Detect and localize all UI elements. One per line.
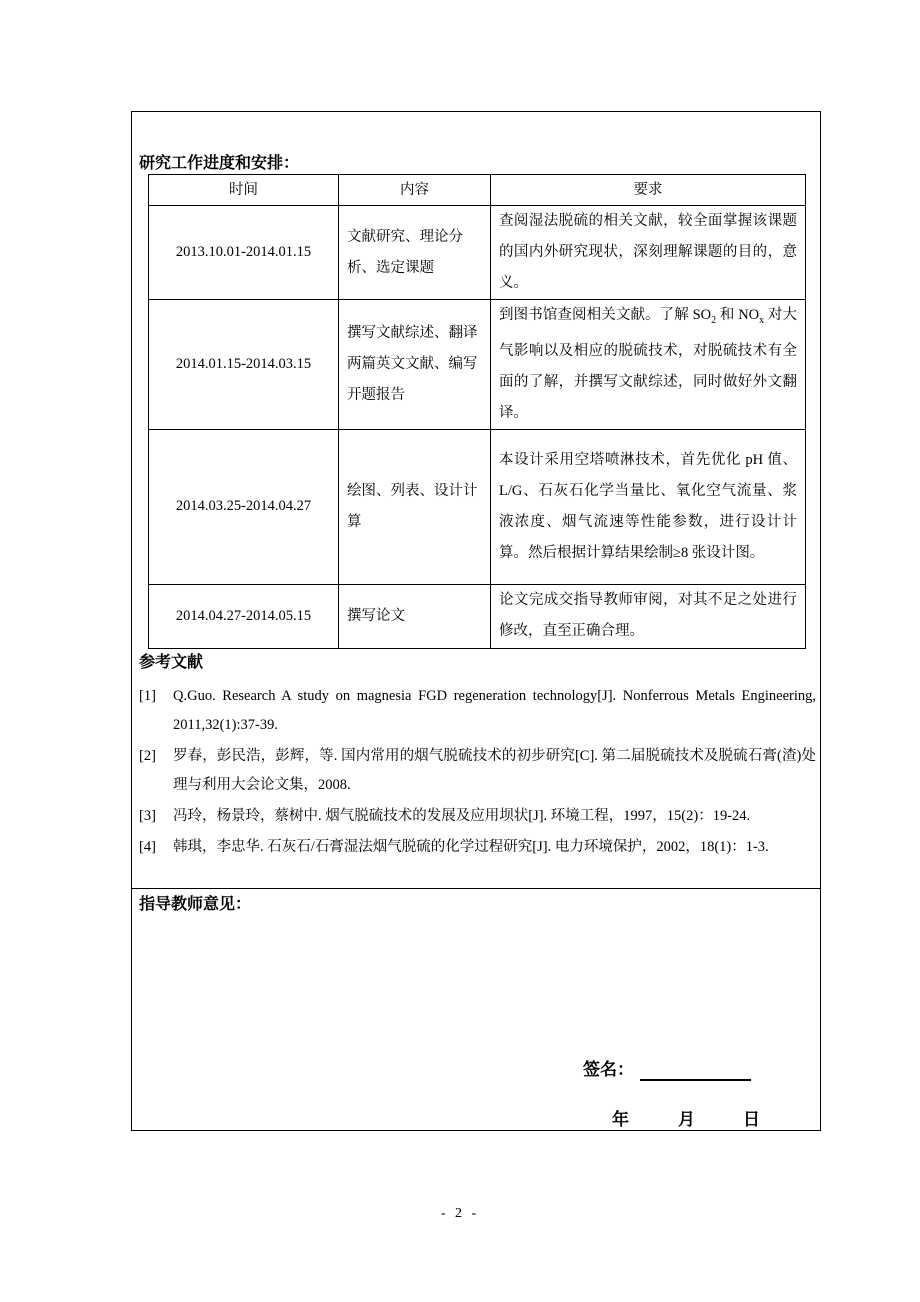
time-cell: 2014.01.15-2014.03.15 [149, 300, 339, 430]
reference-text: 罗春，彭民浩，彭辉，等. 国内常用的烟气脱硫技术的初步研究[C]. 第二届脱硫技术及脱硫石膏(渣)处理与利用大会论文集，2008. [173, 748, 816, 793]
requirement-cell: 论文完成交指导教师审阅，对其不足之处进行修改，直至正确合理。 [491, 584, 806, 648]
column-header-content: 内容 [339, 175, 491, 206]
date-month-label: 月 [678, 1110, 695, 1130]
content-cell: 撰写文献综述、翻译两篇英文文献、编写开题报告 [339, 300, 491, 430]
references-heading: 参考文献 [139, 652, 204, 671]
column-header-time: 时间 [149, 175, 339, 206]
reference-item [139, 802, 816, 831]
reference-item [139, 742, 816, 800]
date-year-label: 年 [612, 1110, 629, 1130]
reference-list [139, 682, 816, 864]
column-header-requirement: 要求 [491, 175, 806, 206]
table-row [149, 429, 806, 584]
table-row [149, 206, 806, 300]
requirement-cell: 查阅湿法脱硫的相关文献，较全面掌握该课题的国内外研究现状，深刻理解课题的目的，意义。 [491, 206, 806, 300]
reference-text: 冯玲，杨景玲，蔡树中. 烟气脱硫技术的发展及应用坝状[J]. 环境工程，1997，15(2)：19-24. [173, 808, 751, 824]
reference-item [139, 833, 816, 862]
time-cell: 2013.10.01-2014.01.15 [149, 206, 339, 300]
schedule-heading: 研究工作进度和安排： [139, 153, 300, 172]
reference-number: [1] [139, 688, 156, 704]
signature-line [640, 1079, 751, 1081]
table-row [149, 300, 806, 430]
requirement-cell [491, 300, 806, 430]
subscript: 2 [711, 314, 717, 326]
reference-number: [3] [139, 808, 156, 824]
page-number: - 2 - [440, 1206, 480, 1221]
date-day-label: 日 [743, 1110, 760, 1130]
content-cell: 绘图、列表、设计计算 [339, 429, 491, 584]
reference-number: [4] [139, 839, 156, 855]
section-divider [131, 888, 821, 889]
content-cell: 文献研究、理论分析、选定课题 [339, 206, 491, 300]
table-header-row [149, 175, 806, 206]
requirement-cell: 本设计采用空塔喷淋技术，首先优化 pH 值、L/G、石灰石化学当量比、氧化空气流量、浆液浓度、烟气流速等性能参数，进行设计计算。然后根据计算结果绘制≥8 张设计图。 [491, 429, 806, 584]
requirement-text: 和 NO [716, 307, 760, 323]
signature-label: 签名： [583, 1060, 634, 1080]
time-cell: 2014.04.27-2014.05.15 [149, 584, 339, 648]
subscript: x [759, 314, 765, 326]
content-cell: 撰写论文 [339, 584, 491, 648]
reference-number: [2] [139, 748, 156, 764]
reference-item [139, 682, 816, 740]
reference-text: 韩琪，李忠华. 石灰石/石膏湿法烟气脱硫的化学过程研究[J]. 电力环境保护，2002，18(1)：1-3. [173, 839, 769, 855]
schedule-table [148, 174, 806, 649]
reference-text: Q.Guo. Research A study on magnesia FGD regeneration technology[J]. Nonferrous Metals Engineering, 2011,32(1):37-39. [173, 688, 816, 733]
time-cell: 2014.03.25-2014.04.27 [149, 429, 339, 584]
requirement-text: 对大气影响以及相应的脱硫技术，对脱硫技术有全面的了解，并撰写文献综述，同时做好外文翻译。 [499, 307, 797, 421]
advisor-heading: 指导教师意见： [139, 894, 252, 913]
requirement-text: 到图书馆查阅相关文献。了解 SO [499, 307, 712, 323]
table-row [149, 584, 806, 648]
